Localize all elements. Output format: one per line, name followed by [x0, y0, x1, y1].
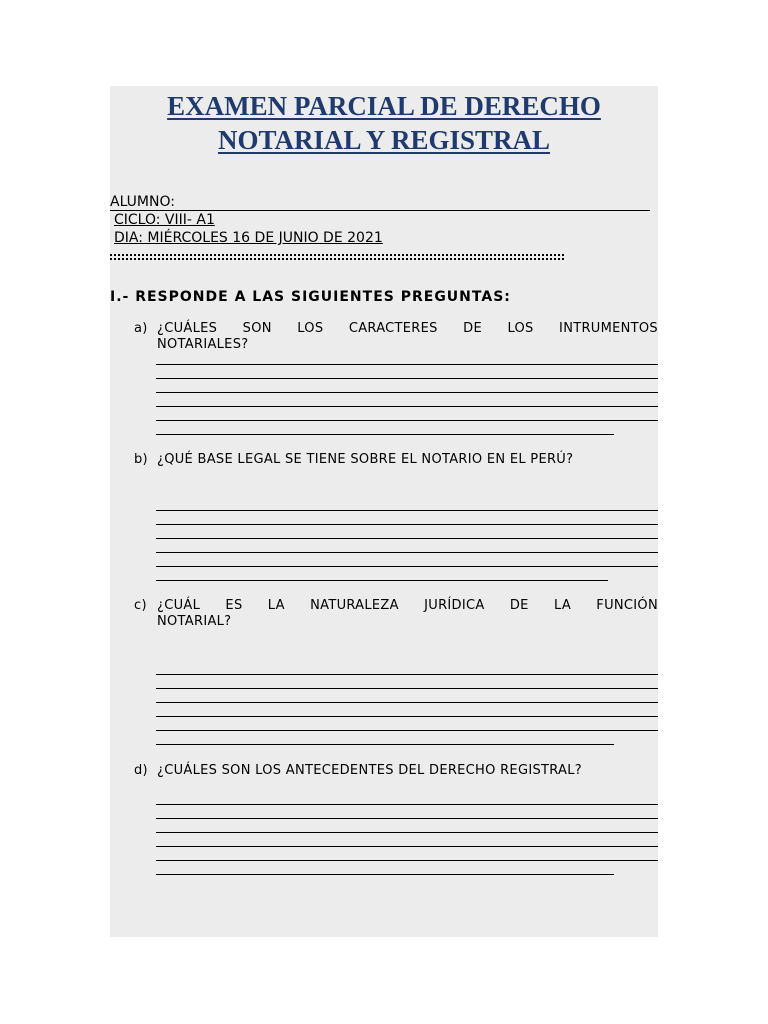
- question-letter: d): [134, 763, 148, 778]
- student-name-field: ALUMNO:: [110, 194, 650, 211]
- answer-line: [156, 674, 658, 675]
- answer-line: [156, 832, 658, 833]
- question-text-continued: NOTARIAL?: [157, 614, 232, 629]
- answer-line: [156, 730, 658, 731]
- question-letter: a): [134, 321, 148, 336]
- answer-line: [156, 392, 658, 393]
- answer-line: [156, 688, 658, 689]
- question-letter: c): [134, 598, 147, 613]
- answer-line: [156, 552, 658, 553]
- answer-line: [156, 874, 614, 875]
- answer-line: [156, 524, 658, 525]
- answer-line: [156, 818, 658, 819]
- question-text-continued: NOTARIALES?: [157, 337, 249, 352]
- exam-title-line2: NOTARIAL Y REGISTRAL: [217, 125, 551, 155]
- question-text: ¿CUÁLES SON LOS ANTECEDENTES DEL DERECHO REGISTRAL?: [157, 763, 582, 778]
- cycle-label: CICLO: VIII- A1: [114, 212, 215, 228]
- question-text: ¿QUÉ BASE LEGAL SE TIENE SOBRE EL NOTARIO EN EL PERÚ?: [157, 452, 574, 467]
- answer-line: [156, 846, 658, 847]
- answer-line: [156, 702, 658, 703]
- answer-line: [156, 716, 658, 717]
- answer-line: [156, 434, 614, 435]
- section-title: I.- RESPONDE A LAS SIGUIENTES PREGUNTAS:: [110, 289, 511, 305]
- answer-line: [156, 566, 658, 567]
- answer-line: [156, 860, 658, 861]
- question-letter: b): [134, 452, 148, 467]
- answer-line: [156, 420, 658, 421]
- answer-line: [156, 378, 658, 379]
- exam-title-line1: EXAMEN PARCIAL DE DERECHO: [167, 91, 601, 121]
- answer-line: [156, 804, 658, 805]
- dotted-separator: [110, 258, 564, 260]
- exam-page: [110, 86, 658, 937]
- answer-line: [156, 744, 614, 745]
- answer-line: [156, 406, 658, 407]
- answer-line: [156, 364, 658, 365]
- answer-line: [156, 510, 658, 511]
- question-text: ¿CUÁL ES LA NATURALEZA JURÍDICA DE LA FUNCIÓN: [157, 598, 658, 613]
- date-label: DIA: MIÉRCOLES 16 DE JUNIO DE 2021: [114, 230, 383, 246]
- question-text: ¿CUÁLES SON LOS CARACTERES DE LOS INTRUMENTOS: [157, 321, 658, 336]
- answer-line: [156, 580, 608, 581]
- answer-line: [156, 538, 658, 539]
- dotted-separator: [110, 254, 564, 256]
